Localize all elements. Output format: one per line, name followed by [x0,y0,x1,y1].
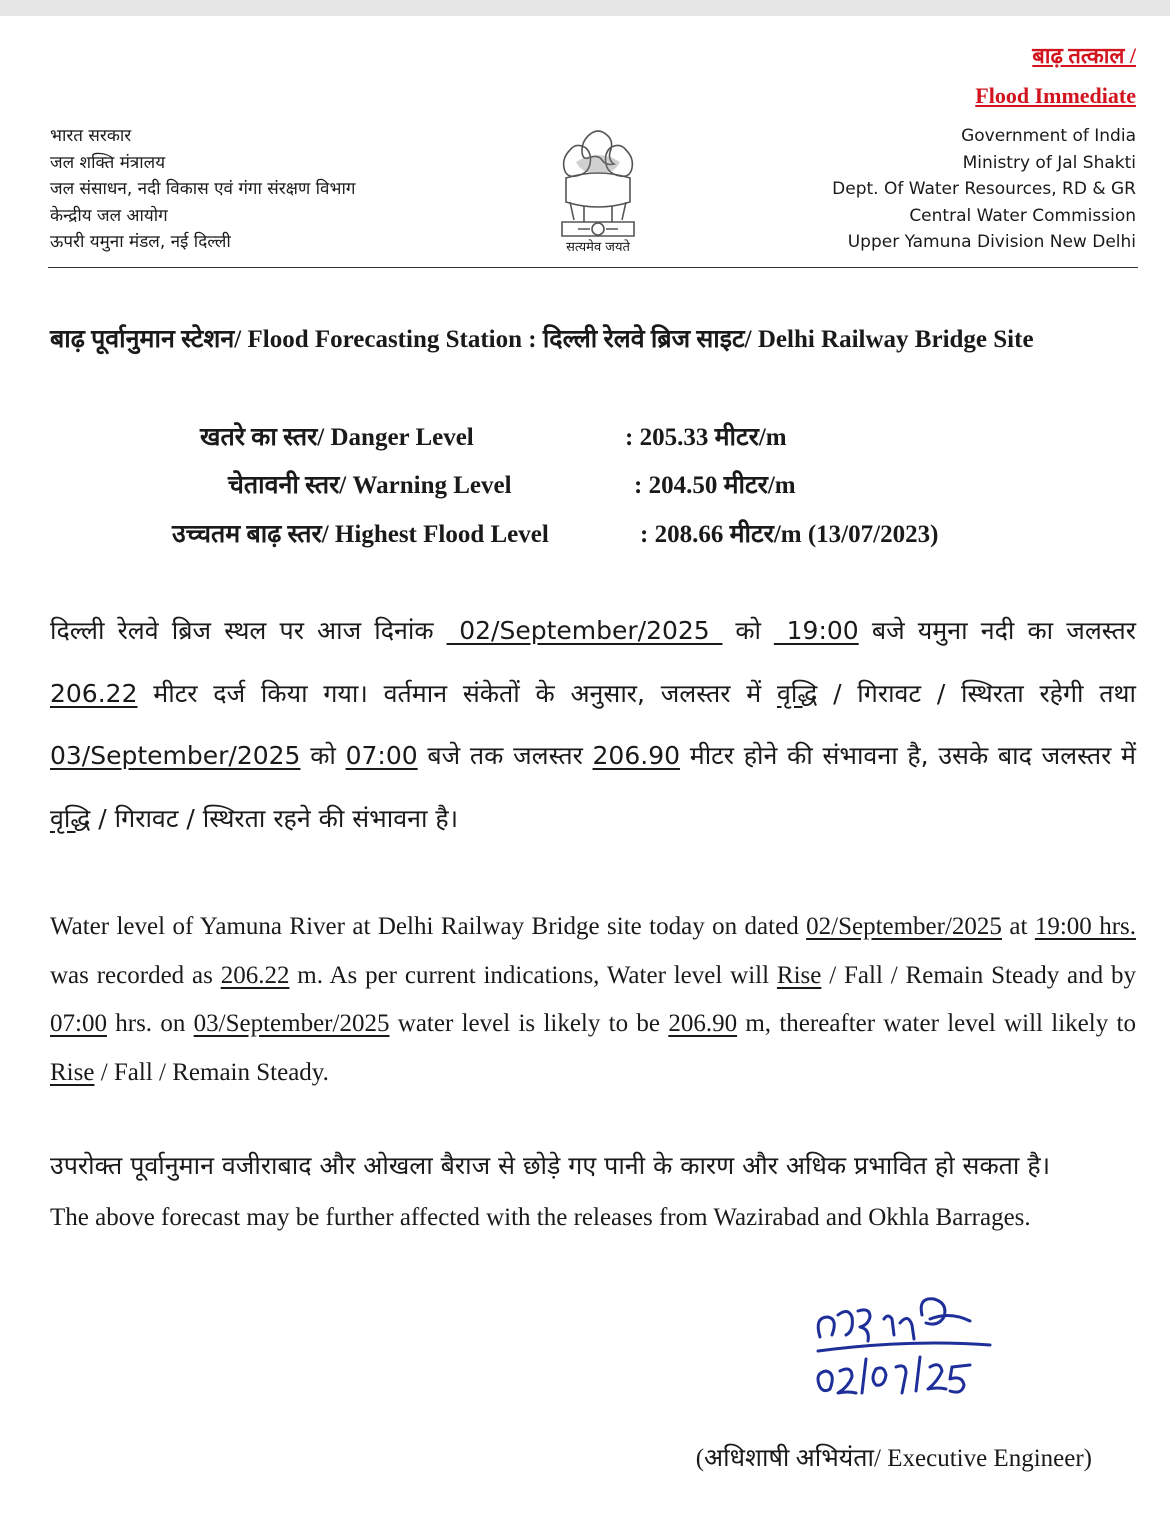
text-run: / Fall / Remain Steady and by [821,961,1136,989]
header-line: केन्द्रीय जल आयोग [50,205,168,226]
header-line: ऊपरी यमुना मंडल, नई दिल्ली [50,232,231,252]
warning-level-label: चेतावनी स्तर/ Warning Level [228,472,512,499]
text-run: दिल्ली रेलवे ब्रिज स्थल पर आज दिनांक [50,616,447,645]
forecast-time: 07:00 [50,1010,107,1037]
observation-date: _02/September/2025_ [446,616,723,645]
station-title: बाढ़ पूर्वानुमान स्टेशन/ Flood Forecasting Station : दिल्ली रेलवे ब्रिज साइट/ Delhi Railway Bridge Site [50,326,1034,353]
text-run: was recorded as [50,961,221,989]
forecast-date: 03/September/2025 [50,741,301,770]
forecast-paragraph-english [50,903,1136,1097]
header-divider [48,267,1138,268]
barrage-note-hindi: उपरोक्त पूर्वानुमान वजीराबाद और ओखला बैराज से छोड़े गए पानी के कारण और अधिक प्रभावित हो सकता है। [50,1151,1051,1180]
header-line: जल शक्ति मंत्रालय [50,152,166,173]
observation-time: _19:00 [774,616,859,645]
forecast-paragraph-hindi [50,600,1136,850]
text-run: Water level of Yamuna River at Delhi Railway Bridge site today on dated [50,913,807,940]
text-run: / Fall / Remain Steady. [94,1058,329,1086]
top-bar [0,0,1170,16]
trend-after: वृद्धि [50,803,91,833]
text-run: मीटर दर्ज किया गया। वर्तमान संकेतों के अनुसार, जलस्तर में [137,678,777,708]
header-line: Ministry of Jal Shakti [962,152,1136,173]
text-run: मीटर होने की संभावना है, उसके बाद जलस्तर में [680,741,1136,770]
flood-immediate-english: Flood Immediate [975,83,1136,108]
header-english [832,123,1136,256]
highest-flood-level-value: : 208.66 मीटर/m (13/07/2023) [640,521,939,548]
barrage-note-english: The above forecast may be further affected with the releases from Wazirabad and Okhla Barrages. [50,1204,1031,1231]
observation-date: 02/September/2025 [806,913,1002,940]
text-run: at [1001,913,1035,940]
text-run: m, thereafter water level will likely to [737,1010,1136,1037]
text-run: / गिरावट / स्थिरता रहने की संभावना है। [90,803,459,833]
emblem-motto: सत्यमेव जयते [566,240,630,255]
header-line: Upper Yamuna Division New Delhi [847,232,1136,252]
danger-level-value: : 205.33 मीटर/m [625,424,787,451]
observed-level: 206.22 [220,961,290,989]
highest-flood-level-label: उच्चतम बाढ़ स्तर/ Highest Flood Level [172,521,549,548]
header-line: Government of India [961,126,1136,146]
observation-time: 19:00 hrs. [1034,913,1137,940]
forecast-level: 206.90 [592,741,681,770]
text-run: को [722,616,775,645]
forecast-date: 03/September/2025 [193,1010,390,1037]
forecast-level: 206.90 [668,1010,738,1037]
trend-after: Rise [50,1058,95,1086]
flood-immediate-hindi: बाढ़ तत्काल / [1032,43,1136,68]
header-hindi [50,123,355,256]
observed-level: 206.22 [50,678,138,708]
text-run: बजे तक जलस्तर [417,741,593,770]
trend-current: Rise [776,961,822,989]
forecast-time: 07:00 [345,741,418,770]
header-line: Dept. Of Water Resources, RD & GR [832,179,1136,199]
warning-level-value: : 204.50 मीटर/m [634,472,796,499]
text-run: / गिरावट / स्थिरता रहेगी तथा [817,678,1136,708]
text-run: m. As per current indications, Water level will [289,961,777,989]
handwritten-signature [800,1275,1020,1405]
trend-current: वृद्धि [776,678,818,708]
executive-engineer-designation: (अधिशाषी अभियंता/ Executive Engineer) [695,1445,1092,1472]
text-run: को [300,741,346,770]
text-run: बजे यमुना नदी का जलस्तर [858,616,1136,645]
danger-level-label: खतरे का स्तर/ Danger Level [200,424,474,451]
text-run: water level is likely to be [389,1010,669,1037]
header-line: भारत सरकार [50,126,132,146]
header-line: जल संसाधन, नदी विकास एवं गंगा संरक्षण विभाग [50,179,356,199]
header-line: Central Water Commission [909,205,1136,226]
text-run: hrs. on [106,1010,194,1037]
